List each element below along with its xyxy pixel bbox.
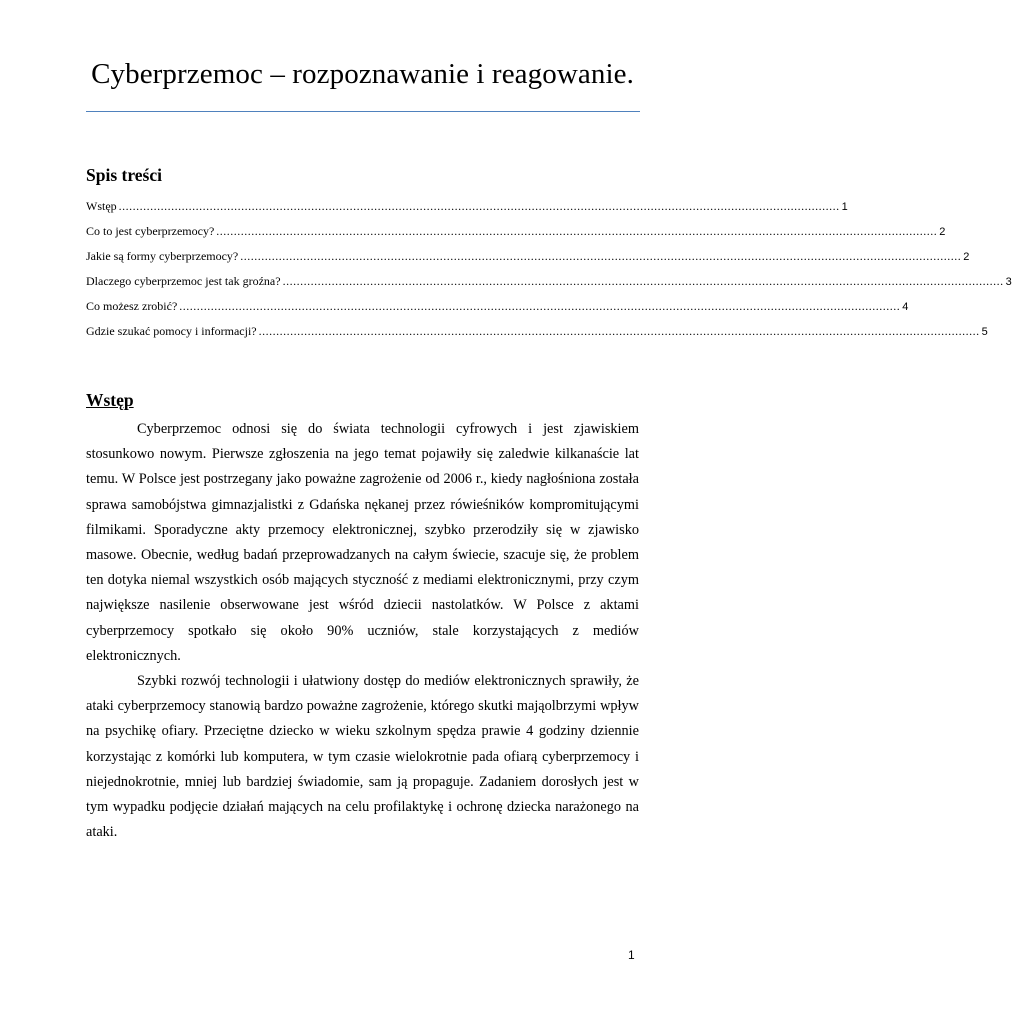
toc-entry-page: 4	[902, 301, 909, 313]
page-number: 1	[628, 948, 635, 962]
toc-dot-leader: ..............................................................................................................................................................................................................	[240, 249, 962, 263]
section-body	[86, 417, 639, 845]
toc-heading: Spis treści	[86, 165, 162, 185]
toc-entry-label: Wstęp	[86, 199, 117, 213]
toc-dot-leader: ..............................................................................................................................................................................................................	[282, 274, 1004, 288]
toc-entry-label: Jakie są formy cyberprzemocy?	[86, 249, 239, 263]
page-title: Cyberprzemoc – rozpoznawanie i reagowanie.	[91, 58, 634, 90]
toc-dot-leader: ..............................................................................................................................................................................................................	[118, 199, 840, 213]
body-paragraph: Cyberprzemoc odnosi się do świata technologii cyfrowych i jest zjawiskiem stosunkowo nowym. Pierwsze zgłoszenia na jego temat pojawiły się zaledwie kilkanaście lat temu. W Polsce jest postrzegany jako poważne zagrożenie od 2006 r., kiedy nagłośniona została sprawa samobójstwa gimnazjalistki z Gdańska nękanej przez rówieśników kompromitującymi filmikami. Sporadyczne akty przemocy elektronicznej, szybko przerodziły się w zjawisko masowe. Obecnie, według badań przeprowadzanych na całym świecie, szacuje się, że problem ten dotyka niemal wszystkich osób mających styczność z mediami elektronicznymi, przy czym największe nasilenie obserwowane jest wśród dziecii nastolatków. W Polsce z aktami cyberprzemocy spotkało się około 90% uczniów, stale korzystających z mediów elektronicznych.	[86, 421, 639, 664]
toc-dot-leader: ..............................................................................................................................................................................................................	[179, 299, 901, 313]
body-paragraph: Szybki rozwój technologii i ułatwiony dostęp do mediów elektronicznych sprawiły, że ataki cyberprzemocy stanowią bardzo poważne zagrożenie, którego skutki mająolbrzymi wpływ na psychikę ofiary. Przeciętne dziecko w wieku szkolnym spędza prawie 4 godziny dziennie korzystając z komórki lub komputera, w tym czasie wielokrotnie pada ofiarą cyberprzemocy i niejednokrotnie, mniej lub bardziej świadomie, sam ją propaguje. Zadaniem dorosłych jest w tym wypadku podjęcie działań mających na celu profilaktykę i ochronę dziecka narażonego na ataki.	[86, 673, 639, 841]
toc-entry-label: Gdzie szukać pomocy i informacji?	[86, 324, 257, 338]
toc-entry-label: Dlaczego cyberprzemoc jest tak groźna?	[86, 274, 281, 288]
toc-entry-dlaczego[interactable]	[86, 269, 1012, 294]
toc-entry-gdzie-szukac[interactable]	[86, 319, 988, 344]
toc-dot-leader: ..............................................................................................................................................................................................................	[258, 324, 980, 338]
toc-entry-co-to-jest[interactable]	[86, 219, 946, 244]
toc-entry-wstep[interactable]	[86, 194, 848, 219]
toc-entry-page: 3	[1005, 276, 1012, 288]
section-heading-wstep: Wstęp	[86, 390, 134, 410]
toc-entry-page: 2	[963, 251, 970, 263]
toc-entry-label: Co możesz zrobić?	[86, 299, 178, 313]
title-divider	[86, 111, 640, 112]
toc-entry-page: 5	[981, 326, 988, 338]
toc-entry-page: 2	[939, 226, 946, 238]
table-of-contents	[86, 194, 1012, 344]
toc-entry-formy[interactable]	[86, 244, 970, 269]
toc-dot-leader: ..............................................................................................................................................................................................................	[216, 224, 938, 238]
toc-entry-page: 1	[841, 201, 848, 213]
toc-entry-label: Co to jest cyberprzemocy?	[86, 224, 215, 238]
toc-entry-co-mozesz[interactable]	[86, 294, 909, 319]
